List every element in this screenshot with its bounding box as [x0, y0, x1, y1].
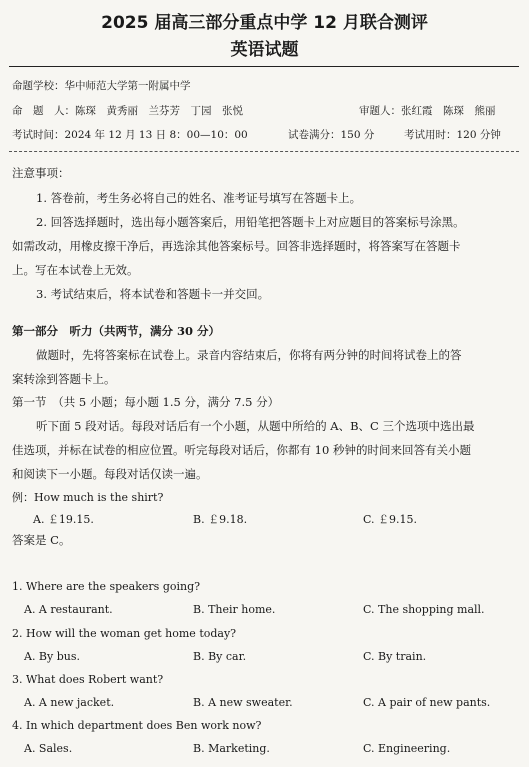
question-1-option-b: B. Their home. [193, 603, 276, 616]
question-2-stem: 2. How will the woman get home today? [12, 627, 237, 640]
notice-item-3: 3. 考试结束后，将本试卷和答题卡一并交回。 [36, 287, 270, 301]
meta-exam-time: 考试时间：2024 年 12 月 13 日 8：00—10：00 [12, 129, 248, 141]
exam-subtitle: 英语试题 [230, 40, 299, 60]
part1-intro-1: 做题时，先将答案标在试卷上。录音内容结束后，你将有两分钟的时间将试卷上的答 [36, 348, 462, 362]
notice-item-2-end: 上。写在本试卷上无效。 [12, 263, 139, 277]
notice-item-1: 1. 答卷前，考生务必将自己的姓名、准考证号填写在答题卡上。 [36, 191, 362, 205]
question-3-option-c: C. A pair of new pants. [363, 696, 491, 709]
question-4-option-c: C. Engineering. [363, 742, 451, 755]
example-option-c: C. ￡9.15. [363, 513, 418, 526]
divider-dashed [9, 151, 519, 152]
question-2-option-b: B. By car. [193, 650, 247, 663]
question-1-option-c: C. The shopping mall. [363, 603, 485, 616]
part1-intro-2: 案转涂到答题卡上。 [12, 372, 116, 386]
meta-setters: 命 题 人：陈琛 黄秀丽 兰芬芳 丁园 张悦 [12, 105, 243, 117]
question-4-stem: 4. In which department does Ben work now? [12, 719, 262, 732]
notice-item-2: 2. 回答选择题时，选出每小题答案后，用铅笔把答题卡上对应题目的答案标号涂黑。 [36, 215, 465, 229]
example-option-b: B. ￡9.18. [193, 513, 248, 526]
exam-title: 2025 届高三部分重点中学 12 月联合测评 [101, 13, 428, 33]
question-3-stem: 3. What does Robert want? [12, 673, 164, 686]
question-1-option-a: A. A restaurant. [24, 603, 113, 616]
question-2-option-a: A. By bus. [24, 650, 80, 663]
example-option-a: A. ￡19.15. [33, 513, 94, 526]
question-4-option-a: A. Sales. [24, 742, 73, 755]
section1-line-2: 佳选项，并标在试卷的相应位置。听完每段对话后，你都有 10 秒钟的时间来回答有关小题 [12, 443, 471, 457]
question-3-option-a: A. A new jacket. [24, 696, 115, 709]
meta-reviewers: 审题人：张红霞 陈琛 熊丽 [359, 105, 496, 117]
meta-full-score: 试卷满分：150 分 [288, 129, 375, 141]
meta-school: 命题学校：华中师范大学第一附属中学 [12, 80, 191, 92]
notice-heading: 注意事项： [12, 166, 70, 180]
meta-duration: 考试用时：120 分钟 [404, 129, 501, 141]
part1-heading: 第一部分 听力（共两节，满分 30 分） [12, 324, 221, 338]
question-1-stem: 1. Where are the speakers going? [12, 580, 201, 593]
section1-line-3: 和阅读下一小题。每段对话仅读一遍。 [12, 467, 208, 481]
notice-item-2-cont: 如需改动，用橡皮擦干净后，再选涂其他答案标号。回答非选择题时，将答案写在答题卡 [12, 239, 461, 253]
divider-top [9, 66, 519, 67]
question-3-option-b: B. A new sweater. [193, 696, 293, 709]
question-2-option-c: C. By train. [363, 650, 427, 663]
section1-line-1: 听下面 5 段对话。每段对话后有一个小题，从题中所给的 A、B、C 三个选项中选出最 [36, 419, 475, 433]
example-question: 例：How much is the shirt? [12, 491, 164, 504]
question-4-option-b: B. Marketing. [193, 742, 270, 755]
example-answer: 答案是 C。 [12, 533, 71, 547]
section1-heading: 第一节 （共 5 小题；每小题 1.5 分，满分 7.5 分） [12, 395, 280, 409]
